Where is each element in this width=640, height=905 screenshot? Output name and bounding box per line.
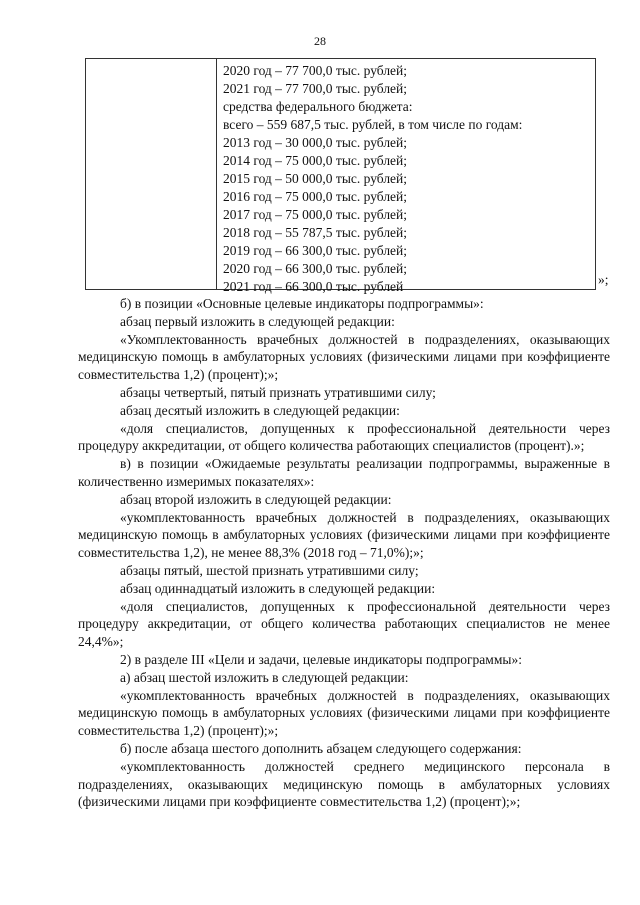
budget-line: 2017 год – 75 000,0 тыс. рублей; bbox=[223, 207, 408, 222]
budget-line: 2018 год – 55 787,5 тыс. рублей; bbox=[223, 225, 408, 240]
paragraph: абзац одиннадцатый изложить в следующей редакции: bbox=[120, 580, 436, 596]
table-closing-quote: »; bbox=[598, 272, 609, 287]
paragraph: абзацы четвертый, пятый признать утратившими силу; bbox=[120, 384, 436, 400]
budget-line: 2013 год – 30 000,0 тыс. рублей; bbox=[223, 135, 408, 150]
paragraph: б) после абзаца шестого дополнить абзацем следующего содержания: bbox=[120, 740, 522, 756]
paragraph: 2) в разделе III «Цели и задачи, целевые индикаторы подпрограммы»: bbox=[120, 651, 522, 667]
budget-line: всего – 559 687,5 тыс. рублей, в том числе по годам: bbox=[223, 117, 523, 132]
budget-line: 2014 год – 75 000,0 тыс. рублей; bbox=[223, 153, 408, 168]
paragraph: «укомплектованность врачебных должностей в подразделениях, оказывающих медицинскую помощь в амбулаторных условиях (физическими лицами при коэффициенте совместительства 1,2), не менее 88,3% (2018 год – 71,0%);»; bbox=[78, 509, 610, 561]
paragraph: в) в позиции «Ожидаемые результаты реализации подпрограммы, выраженные в количественно измеримых показателях»: bbox=[78, 456, 610, 489]
paragraph: абзац десятый изложить в следующей редакции: bbox=[120, 402, 400, 418]
budget-line: 2016 год – 75 000,0 тыс. рублей; bbox=[223, 189, 408, 204]
budget-line: 2019 год – 66 300,0 тыс. рублей; bbox=[223, 243, 408, 258]
paragraph: «доля специалистов, допущенных к профессиональной деятельности через процедуру аккредитации, от общего количества работающих специалистов не менее 24,4%»; bbox=[78, 598, 610, 650]
budget-table bbox=[85, 58, 596, 294]
budget-lines bbox=[223, 62, 522, 296]
table-column-divider bbox=[216, 59, 217, 289]
paragraph: абзацы пятый, шестой признать утратившими силу; bbox=[120, 562, 419, 578]
paragraph: а) абзац шестой изложить в следующей редакции: bbox=[120, 669, 409, 685]
document-body bbox=[78, 295, 610, 811]
paragraph: абзац второй изложить в следующей редакции: bbox=[120, 491, 392, 507]
budget-line: 2015 год – 50 000,0 тыс. рублей; bbox=[223, 171, 408, 186]
budget-line: 2020 год – 66 300,0 тыс. рублей; bbox=[223, 261, 408, 276]
budget-line: 2021 год – 77 700,0 тыс. рублей; bbox=[223, 81, 408, 96]
paragraph: «укомплектованность должностей среднего медицинского персонала в подразделениях, оказывающих медицинскую помощь в амбулаторных условиях (физическими лицами при коэффициенте совместительства 1,2) (процент);»; bbox=[78, 758, 610, 810]
paragraph: абзац первый изложить в следующей редакции: bbox=[120, 313, 395, 329]
paragraph: «Укомплектованность врачебных должностей в подразделениях, оказывающих медицинскую помощь в амбулаторных условиях (физическими лицами при коэффициенте совместительства 1,2) (процент);»; bbox=[78, 331, 610, 383]
budget-line: средства федерального бюджета: bbox=[223, 99, 413, 114]
budget-line: 2021 год – 66 300,0 тыс. рублей bbox=[223, 279, 404, 294]
paragraph: б) в позиции «Основные целевые индикаторы подпрограммы»: bbox=[120, 296, 484, 311]
paragraph: «укомплектованность врачебных должностей в подразделениях, оказывающих медицинскую помощь в амбулаторных условиях (физическими лицами при коэффициенте совместительства 1,2) (процент);»; bbox=[78, 687, 610, 739]
paragraph: «доля специалистов, допущенных к профессиональной деятельности через процедуру аккредитации, от общего количества работающих специалистов (процент).»; bbox=[78, 420, 610, 454]
page-number: 28 bbox=[314, 34, 326, 48]
budget-line: 2020 год – 77 700,0 тыс. рублей; bbox=[223, 63, 408, 78]
